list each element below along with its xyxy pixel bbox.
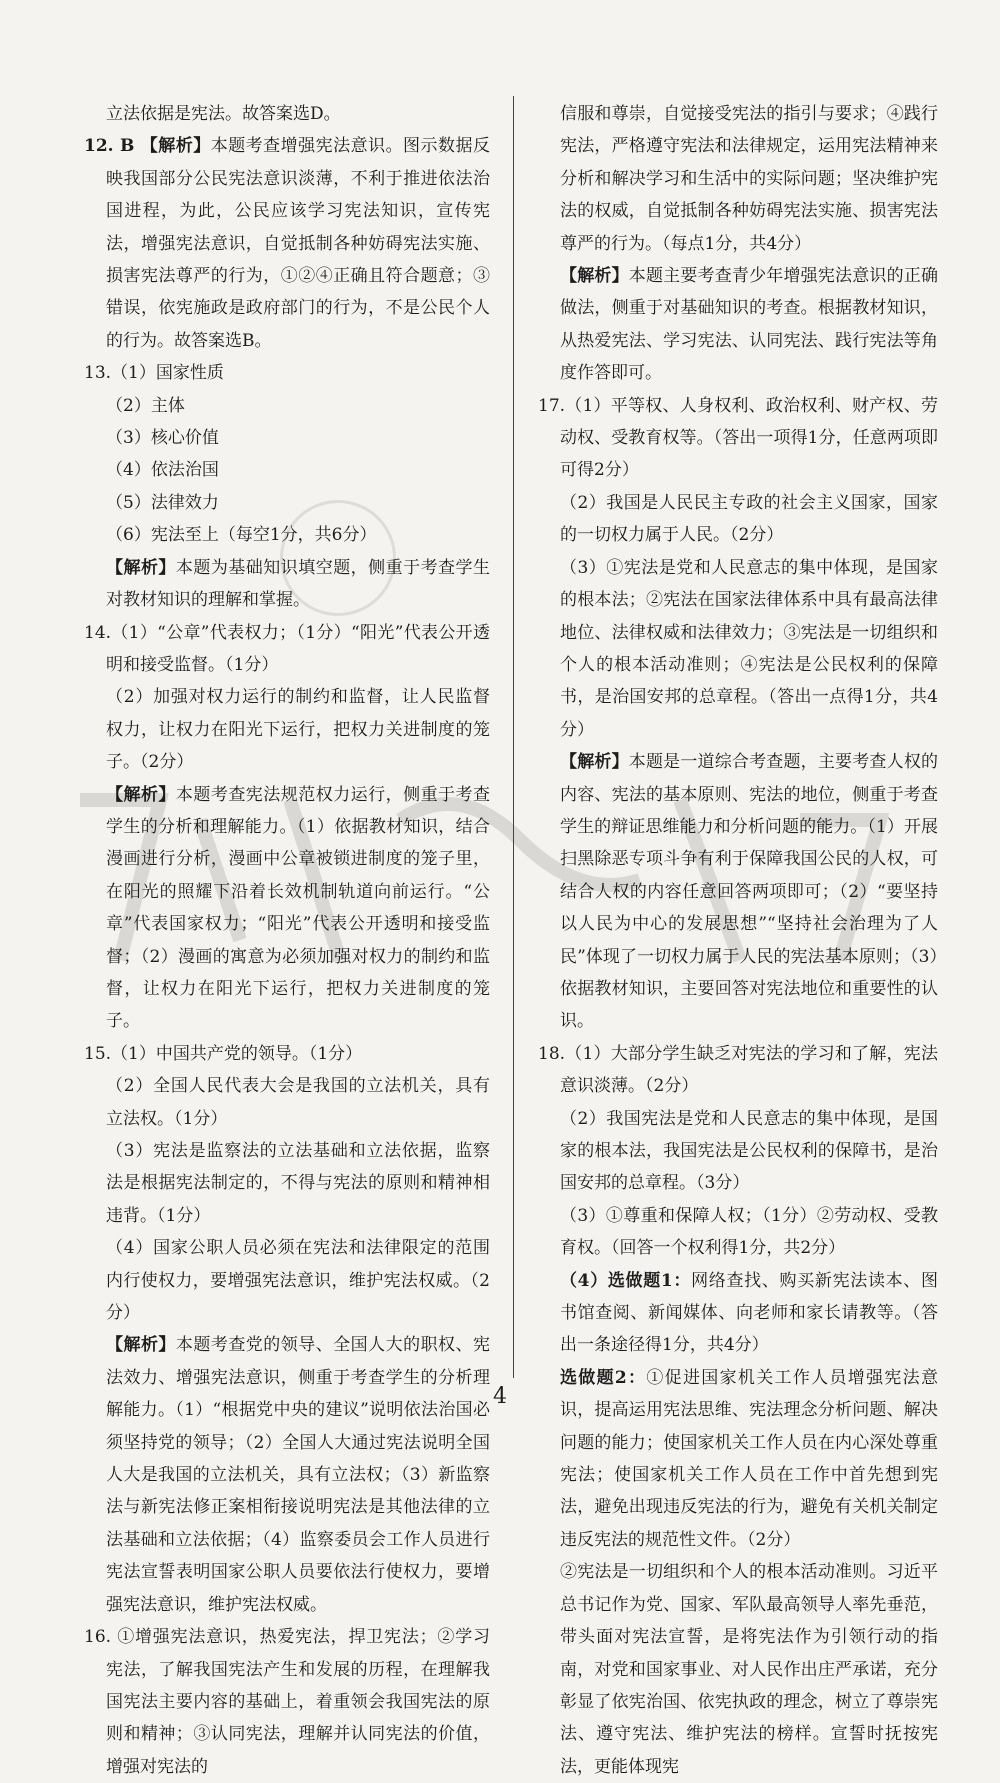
answer-text: ①促进国家机关工作人员增强宪法意识，提高运用宪法思维、宪法理念分析问题、解决问题的能力；使国家机关工作人员在内心深处尊重宪法；使国家机关工作人员在工作中首先想到宪法，避免出现违反宪法的行为，避免有关机关制定违反宪法的规范性文件。（2分）: [560, 1367, 938, 1550]
answer-paragraph: [538, 1103, 938, 1200]
answer-text: （3）宪法是监察法的立法基础和立法依据，监察法是根据宪法制定的，不得与宪法的原则和精神相违背。（1分）: [106, 1141, 490, 1226]
answer-paragraph: [538, 390, 938, 487]
answer-text: 本题考查党的领导、全国人大的职权、宪法效力、增强宪法意识，侧重于考查学生的分析理解能力。（1）“根据党中央的建议”说明依法治国必须坚持党的领导；（2）全国人大通过宪法说明全国人大是我国的立法机关，具有立法权；（3）新监察法与新宪法修正案相衔接说明宪法是其他法律的立法基础和立法依据；（4）监察委员会工作人员进行宪法宣誓表明国家公职人员要依法行使权力，要增强宪法意识，维护宪法权威。: [106, 1335, 491, 1615]
answer-text: 信服和尊崇，自觉接受宪法的指引与要求；④践行宪法，严格遵守宪法和法律规定，运用宪法精神来分析和解决学习和生活中的实际问题；坚决维护宪法的权威，自觉抵制各种妨碍宪法实施、损害宪法尊严的行为。（每点1分，共4分）: [560, 104, 938, 254]
answer-paragraph: [84, 519, 490, 551]
answer-text: 网络查找、购买新宪法读本、图书馆查阅、新闻媒体、向老师和家长请教等。（答出一条途径得1分，共4分）: [560, 1270, 938, 1356]
answer-label: 【解析】: [106, 557, 176, 578]
answer-paragraph: [538, 487, 938, 552]
answer-text: （5）法律效力: [106, 492, 219, 513]
answer-text: （2）我国是人民民主专政的社会主义国家，国家的一切权力属于人民。（2分）: [560, 492, 938, 546]
answer-text: 本题为基础知识填空题，侧重于考查学生对教材知识的理解和掌握。: [106, 557, 491, 611]
answer-paragraph: [84, 779, 490, 1038]
answer-paragraph: [84, 1070, 490, 1135]
answer-label: 【解析】: [560, 752, 629, 773]
answer-paragraph: [538, 1038, 938, 1103]
answer-paragraph: [538, 98, 938, 260]
answer-paragraph: [84, 454, 490, 486]
answer-paragraph: [84, 422, 490, 454]
answer-text: （2）全国人民代表大会是我国的立法机关，具有立法权。（1分）: [106, 1076, 490, 1129]
answer-text: 18.（1）大部分学生缺乏对宪法的学习和了解，宪法意识淡薄。（2分）: [538, 1043, 938, 1097]
answer-paragraph: [84, 98, 490, 130]
answer-text: 本题是一道综合考查题，主要考查人权的内容、宪法的基本原则、宪法的地位，侧重于考查学生的辩证思维能力和分析问题的能力。（1）开展扫黑除恶专项斗争有利于保障我国公民的人权，可结合人权的内容任意回答两项即可；（2）“要坚持以人民为中心的发展思想”“坚持社会治理为了人民”体现了一切权力属于人民的宪法基本原则；（3）依据教材知识，主要回答对宪法地位和重要性的认识。: [560, 752, 939, 1032]
answer-text: （6）宪法至上（每空1分，共6分）: [106, 525, 377, 546]
left-column: [84, 98, 490, 1783]
answer-paragraph: [84, 130, 490, 357]
answer-text: 16. ①增强宪法意识，热爱宪法，捍卫宪法；②学习宪法，了解我国宪法产生和发展的历程，在理解我国宪法主要内容的基础上，着重领会我国宪法的原则和精神；③认同宪法，理解并认同宪法的价值，增强对宪法的: [84, 1627, 490, 1777]
answer-paragraph: [84, 617, 490, 682]
answer-label: 选做题2：: [560, 1367, 647, 1388]
answer-text: 本题考查增强宪法意识。图示数据反映我国部分公民宪法意识淡薄，不利于推进依法治国进程，为此，公民应该学习宪法知识，宣传宪法，增强宪法意识，自觉抵制各种妨碍宪法实施、损害宪法尊严的行为，①②④正确且符合题意；③错误，依宪施政是政府部门的行为，不是公民个人的行为。故答案选B。: [106, 136, 491, 351]
answer-paragraph: [538, 552, 938, 746]
answer-paragraph: [84, 357, 490, 389]
answer-text: 本题考查宪法规范权力运行，侧重于考查学生的分析和理解能力。（1）依据教材知识，结合漫画进行分析，漫画中公章被锁进制度的笼子里，在阳光的照耀下沿着长效机制轨道向前运行。“公章”代表国家权力；“阳光”代表公开透明和接受监督；（2）漫画的寓意为必须加强对权力的制约和监督，让权力在阳光下运行，把权力关进制度的笼子。: [106, 784, 491, 1032]
answer-paragraph: [84, 1329, 490, 1621]
answer-paragraph: [84, 390, 490, 422]
answer-text: 立法依据是宪法。故答案选D。: [106, 104, 341, 124]
answer-paragraph: [84, 1621, 490, 1783]
answer-paragraph: [538, 260, 938, 390]
column-divider: [513, 96, 514, 1378]
answer-paragraph: [538, 746, 938, 1038]
answer-text: （3）①宪法是党和人民意志的集中体现，是国家的根本法；②宪法在国家法律体系中具有最高法律地位、法律权威和法律效力；③宪法是一切组织和个人的根本活动准则；④宪法是公民权利的保障书，是治国安邦的总章程。（答出一点得1分，共4分）: [560, 557, 938, 740]
answer-paragraph: [538, 1200, 938, 1265]
right-column: [538, 98, 938, 1783]
answer-paragraph: [84, 487, 490, 519]
answer-label: 【解析】: [106, 784, 176, 805]
answer-text: （3）①尊重和保障人权；（1分）②劳动权、受教育权。（回答一个权利得1分，共2分）: [560, 1205, 938, 1259]
answer-text: （3）核心价值: [106, 428, 219, 449]
answer-text: 15.（1）中国共产党的领导。（1分）: [84, 1043, 363, 1064]
answer-text: （2）我国宪法是党和人民意志的集中体现，是国家的根本法，我国宪法是公民权利的保障书，是治国安邦的总章程。（3分）: [560, 1108, 938, 1194]
answer-paragraph: [84, 1232, 490, 1329]
answer-paragraph: [84, 681, 490, 778]
answer-text: 17.（1）平等权、人身权利、政治权利、财产权、劳动权、受教育权等。（答出一项得1分，任意两项即可得2分）: [538, 395, 938, 481]
answer-text: （4）依法治国: [106, 460, 219, 481]
answer-paragraph: [84, 1135, 490, 1232]
answer-label: 【解析】: [560, 266, 629, 287]
answer-text: （4）国家公职人员必须在宪法和法律限定的范围内行使权力，要增强宪法意识，维护宪法权威。（2分）: [106, 1238, 490, 1324]
answer-text: （2）加强对权力运行的制约和监督，让人民监督权力，让权力在阳光下运行，把权力关进制度的笼子。（2分）: [106, 687, 490, 773]
answer-text: 14.（1）“公章”代表权力；（1分）“阳光”代表公开透明和接受监督。（1分）: [84, 622, 490, 675]
answer-paragraph: [538, 1265, 938, 1362]
answer-label: （4）选做题1：: [560, 1270, 692, 1291]
answer-text: 本题主要考查青少年增强宪法意识的正确做法，侧重于对基础知识的考查。根据教材知识，从热爱宪法、学习宪法、认同宪法、践行宪法等角度作答即可。: [560, 266, 939, 384]
answer-paragraph: [84, 552, 490, 617]
answer-text: （2）主体: [106, 395, 185, 416]
answer-label: 【解析】: [106, 1335, 176, 1356]
answer-text: ②宪法是一切组织和个人的根本活动准则。习近平总书记作为党、国家、军队最高领导人率先垂范，带头面对宪法宣誓，是将宪法作为引领行动的指南，对党和国家事业、对人民作出庄严承诺，充分彰显了依宪治国、依宪执政的理念，树立了尊崇宪法、遵守宪法、维护宪法的榜样。宣誓时抚按宪法，更能体现宪: [560, 1562, 938, 1777]
answer-paragraph: [538, 1556, 938, 1783]
answer-text: 13.（1）国家性质: [84, 363, 224, 384]
answer-paragraph: [84, 1038, 490, 1070]
page-number: 4: [493, 1384, 507, 1409]
answer-label: 12. B 【解析】: [84, 136, 211, 157]
